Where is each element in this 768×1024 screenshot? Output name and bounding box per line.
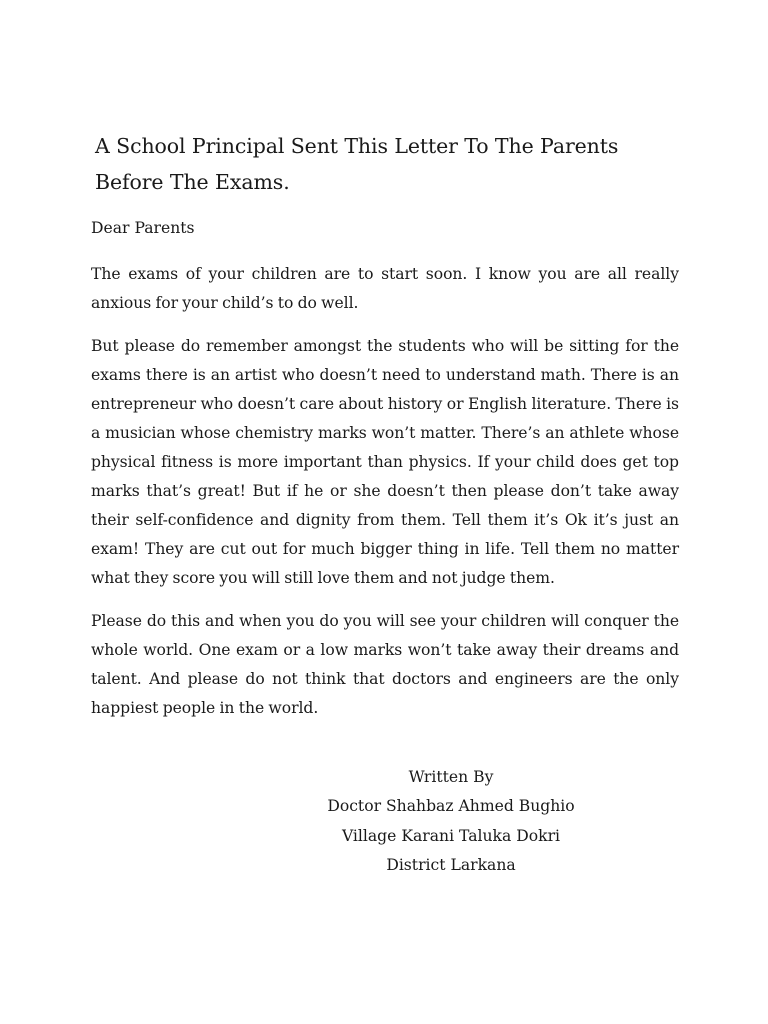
signature-district: District Larkana xyxy=(386,855,516,874)
paragraph-conclusion: Please do this and when you do you will see your children will conquer the whole world. One exam or a low marks won’t take away their dreams and talent. And please do not think that doctors and engineers are the only happiest people in the world. xyxy=(91,612,679,717)
letter-title: A School Principal Sent This Letter To The Parents Before The Exams. xyxy=(95,134,619,194)
signature-written-by: Written By xyxy=(408,768,494,786)
salutation: Dear Parents xyxy=(91,219,195,237)
signature-block xyxy=(286,763,616,880)
letter-body xyxy=(91,128,679,737)
paragraph-students: But please do remember amongst the students who will be sitting for the exams there is an artist who doesn’t need to understand math. There is an entrepreneur who doesn’t care about history or English literature. There is a musician whose chemistry marks won’t matter. There’s an athlete whose physical fitness is more important than physics. If your child does get top marks that’s great! But if he or she doesn’t then please don’t take away their self-confidence and dignity from them. Tell them it’s Ok it’s just an exam! They are cut out for much bigger thing in life. Tell them no matter what they score you will still love them and not judge them. xyxy=(91,337,679,587)
signature-village: Village Karani Taluka Dokri xyxy=(341,826,561,845)
paragraph-intro: The exams of your children are to start soon. I know you are all really anxious for your child’s to do well. xyxy=(91,265,679,312)
signature-author-name: Doctor Shahbaz Ahmed Bughio xyxy=(327,797,575,816)
